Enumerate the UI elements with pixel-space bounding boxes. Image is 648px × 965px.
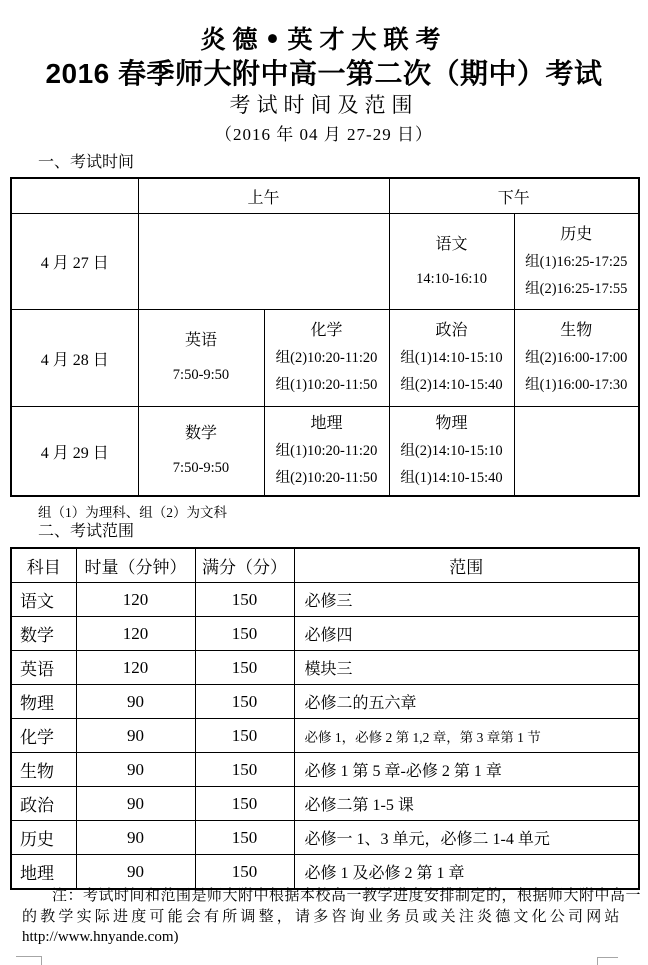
empty-corner-cell bbox=[11, 178, 138, 214]
table-row-april-27 bbox=[11, 214, 639, 310]
empty-cell bbox=[514, 407, 639, 497]
slot-cell-politics bbox=[389, 310, 514, 407]
table-header-row bbox=[11, 178, 639, 214]
table-row-geography bbox=[11, 855, 639, 890]
slot-cell-math bbox=[138, 407, 264, 497]
scope-cell: 必修 1 第 5 章-必修 2 第 1 章 bbox=[294, 753, 639, 787]
subject-cell: 化学 bbox=[11, 719, 76, 753]
full-score-cell: 150 bbox=[195, 753, 294, 787]
footer-note-line: 注：考试时间和范围是师大附中根据本校高一教学进度安排制定的，根据师大附中高一 bbox=[52, 888, 642, 904]
exam-date-range: （2016 年 04 月 27-29 日） bbox=[215, 125, 433, 144]
slot-subject: 物理 bbox=[435, 415, 468, 432]
scope-cell: 模块三 bbox=[294, 651, 639, 685]
duration-cell: 90 bbox=[76, 753, 195, 787]
exam-time-table bbox=[10, 177, 640, 497]
table-header-row bbox=[11, 548, 639, 583]
page-corner-mark-bottom-right bbox=[597, 957, 618, 965]
subject-cell: 生物 bbox=[11, 753, 76, 787]
duration-cell: 90 bbox=[76, 821, 195, 855]
scope-cell: 必修一 1、3 单元，必修二 1-4 单元 bbox=[294, 821, 639, 855]
duration-cell: 120 bbox=[76, 617, 195, 651]
duration-cell: 90 bbox=[76, 719, 195, 753]
slot-subject: 地理 bbox=[310, 415, 343, 432]
slot-time: 组(1)10:20-11:20 bbox=[275, 443, 378, 459]
scope-cell: 必修四 bbox=[294, 617, 639, 651]
subject-cell: 英语 bbox=[11, 651, 76, 685]
full-score-cell: 150 bbox=[195, 583, 294, 617]
slot-cell-chinese bbox=[389, 214, 514, 310]
slot-subject: 生物 bbox=[560, 322, 593, 339]
full-score-cell: 150 bbox=[195, 685, 294, 719]
slot-cell-english bbox=[138, 310, 264, 407]
exam-scope-table bbox=[10, 547, 640, 890]
subject-cell: 地理 bbox=[11, 855, 76, 890]
scope-cell: 必修二的五六章 bbox=[294, 685, 639, 719]
table-row-april-28 bbox=[11, 310, 639, 407]
slot-time: 组(2)16:00-17:00 bbox=[525, 350, 628, 366]
subject-cell: 数学 bbox=[11, 617, 76, 651]
slot-time: 组(2)10:20-11:50 bbox=[275, 470, 378, 486]
column-header-duration: 时量（分钟） bbox=[76, 548, 195, 583]
table-row-math bbox=[11, 617, 639, 651]
section-title-exam-scope: 二、考试范围 bbox=[38, 523, 135, 540]
scope-cell: 必修 1，必修 2 第 1,2 章，第 3 章第 1 节 bbox=[294, 719, 639, 753]
slot-cell-biology bbox=[514, 310, 639, 407]
table-row-politics bbox=[11, 787, 639, 821]
column-header-subject: 科目 bbox=[11, 548, 76, 583]
slot-time: 14:10-16:10 bbox=[416, 270, 487, 287]
full-score-cell: 150 bbox=[195, 787, 294, 821]
column-header-morning: 上午 bbox=[138, 178, 389, 214]
group-legend-note: 组（1）为理科、组（2）为文科 bbox=[38, 505, 227, 520]
duration-cell: 90 bbox=[76, 855, 195, 890]
scope-cell: 必修二第 1-5 课 bbox=[294, 787, 639, 821]
scope-cell: 必修三 bbox=[294, 583, 639, 617]
empty-cell bbox=[138, 214, 389, 310]
slot-time: 组(1)14:10-15:40 bbox=[400, 470, 503, 486]
date-cell: 4 月 29 日 bbox=[11, 407, 138, 497]
column-header-full-score: 满分（分） bbox=[195, 548, 294, 583]
page-title: 2016 春季师大附中高一第二次（期中）考试 bbox=[45, 58, 603, 89]
column-header-scope: 范围 bbox=[294, 548, 639, 583]
slot-subject: 政治 bbox=[435, 322, 468, 339]
slot-cell-geography bbox=[264, 407, 389, 497]
slot-subject: 化学 bbox=[310, 322, 343, 339]
slot-time: 7:50-9:50 bbox=[172, 460, 230, 476]
table-row-chemistry bbox=[11, 719, 639, 753]
slot-subject: 语文 bbox=[435, 235, 468, 253]
slot-cell-chemistry bbox=[264, 310, 389, 407]
brand-title: 炎德•英才大联考 bbox=[200, 25, 448, 54]
footer-note-line: 的教学实际进度可能会有所调整，请多咨询业务员或关注炎德文化公司网站 bbox=[22, 908, 623, 925]
full-score-cell: 150 bbox=[195, 821, 294, 855]
slot-time: 组(1)16:00-17:30 bbox=[525, 377, 628, 393]
duration-cell: 120 bbox=[76, 583, 195, 617]
slot-time: 组(2)14:10-15:10 bbox=[400, 443, 503, 459]
subject-cell: 政治 bbox=[11, 787, 76, 821]
date-cell: 4 月 28 日 bbox=[11, 310, 138, 407]
slot-time: 7:50-9:50 bbox=[172, 367, 230, 383]
slot-subject: 历史 bbox=[560, 225, 593, 243]
duration-cell: 90 bbox=[76, 787, 195, 821]
table-row-april-29 bbox=[11, 407, 639, 497]
page-corner-mark-bottom-left bbox=[16, 956, 42, 965]
slot-time: 组(1)16:25-17:25 bbox=[525, 253, 628, 270]
duration-cell: 90 bbox=[76, 685, 195, 719]
table-row-physics bbox=[11, 685, 639, 719]
footer-note bbox=[22, 886, 640, 948]
date-cell: 4 月 27 日 bbox=[11, 214, 138, 310]
subject-cell: 历史 bbox=[11, 821, 76, 855]
subject-cell: 语文 bbox=[11, 583, 76, 617]
section-title-exam-time: 一、考试时间 bbox=[38, 154, 135, 171]
slot-subject: 数学 bbox=[184, 425, 217, 442]
full-score-cell: 150 bbox=[195, 651, 294, 685]
full-score-cell: 150 bbox=[195, 617, 294, 651]
slot-time: 组(1)14:10-15:10 bbox=[400, 350, 503, 366]
slot-cell-history bbox=[514, 214, 639, 310]
footer-note-url: http://www.hnyande.com) bbox=[22, 929, 179, 945]
slot-time: 组(2)10:20-11:20 bbox=[275, 350, 378, 366]
column-header-afternoon: 下午 bbox=[389, 178, 639, 214]
slot-subject: 英语 bbox=[184, 332, 217, 349]
slot-time: 组(1)10:20-11:50 bbox=[275, 377, 378, 393]
duration-cell: 120 bbox=[76, 651, 195, 685]
table-row-biology bbox=[11, 753, 639, 787]
full-score-cell: 150 bbox=[195, 855, 294, 890]
scope-cell: 必修 1 及必修 2 第 1 章 bbox=[294, 855, 639, 890]
table-row-english bbox=[11, 651, 639, 685]
subject-cell: 物理 bbox=[11, 685, 76, 719]
table-row-history bbox=[11, 821, 639, 855]
slot-cell-physics bbox=[389, 407, 514, 497]
slot-time: 组(2)16:25-17:55 bbox=[525, 280, 628, 297]
slot-time: 组(2)14:10-15:40 bbox=[400, 377, 503, 393]
table-row-chinese bbox=[11, 583, 639, 617]
full-score-cell: 150 bbox=[195, 719, 294, 753]
page-subtitle: 考试时间及范围 bbox=[229, 93, 419, 117]
